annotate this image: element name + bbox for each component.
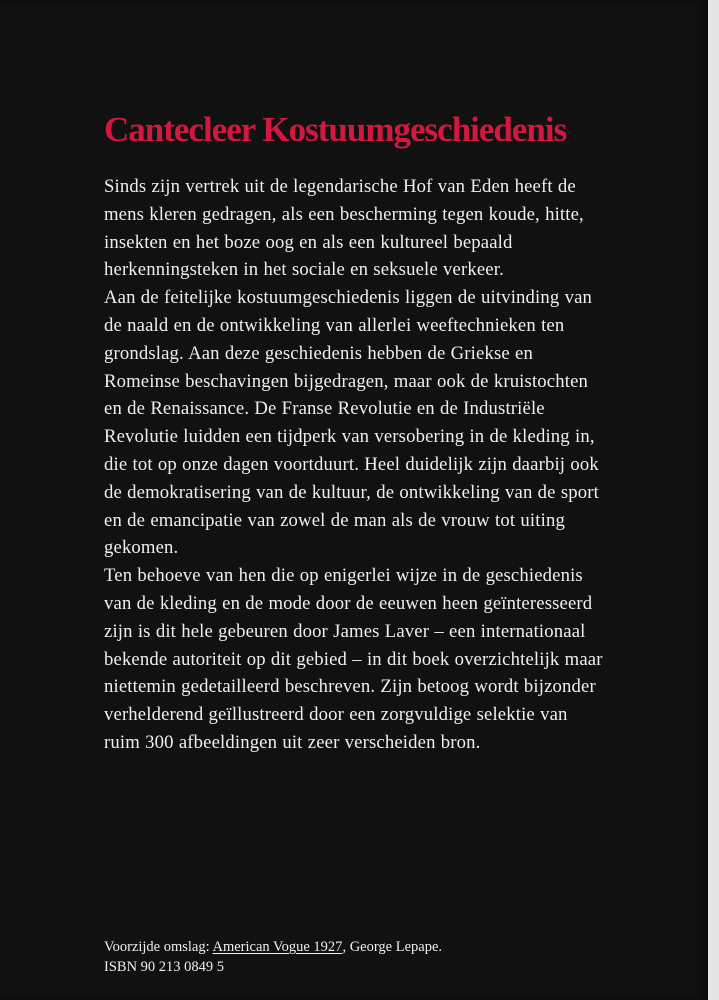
- blurb-paragraph-3: Ten behoeve van hen die op enigerlei wijze in de geschiedenis van de kleding en de mode door de eeuwen heen geïnteresseerd zijn is dit hele gebeuren door James Laver – een internationaal bekende autoriteit op dit gebied – in dit boek overzichtelijk maar niettemin gedetailleerd beschreven. Zijn betoog wordt bijzonder verhelderend geïllustreerd door een zorgvuldige selektie van ruim 300 afbeeldingen uit zeer verscheiden bron.: [104, 565, 603, 753]
- series-title: Cantecleer Kostuumgeschiedenis: [104, 110, 567, 149]
- cover-credit-artist: , George Lepape.: [342, 939, 443, 955]
- cover-content: [104, 112, 604, 757]
- cover-footer: [104, 938, 524, 977]
- cover-credit-label: Voorzijde omslag:: [104, 939, 210, 955]
- cover-credit-source: American Vogue 1927: [212, 939, 343, 955]
- blurb-paragraph-2: Aan de feitelijke kostuumgeschiedenis liggen de uitvinding van de naald en de ontwikkeling van allerlei weeftechnieken ten grondslag. Aan deze geschiedenis hebben de Griekse en Romeinse beschavingen bijgedragen, maar ook de kruistochten en de Renaissance. De Franse Revolutie en de Industriële Revolutie luidden een tijdperk van versobering in de kleding in, die tot op onze dagen voortduurt. Heel duidelijk zijn daarbij ook de demokratisering van de kultuur, de ontwikkeling van de sport en de emancipatie van zowel de man als de vrouw tot uiting gekomen.: [104, 287, 599, 559]
- blurb-paragraph-1: Sinds zijn vertrek uit de legendarische Hof van Eden heeft de mens kleren gedragen, als een bescherming tegen koude, hitte, insekten en het boze oog en als een kultureel bepaald herkenningsteken in het sociale en seksuele verkeer.: [104, 176, 584, 281]
- isbn: ISBN 90 213 0849 5: [104, 958, 225, 975]
- cover-credit: [104, 938, 524, 958]
